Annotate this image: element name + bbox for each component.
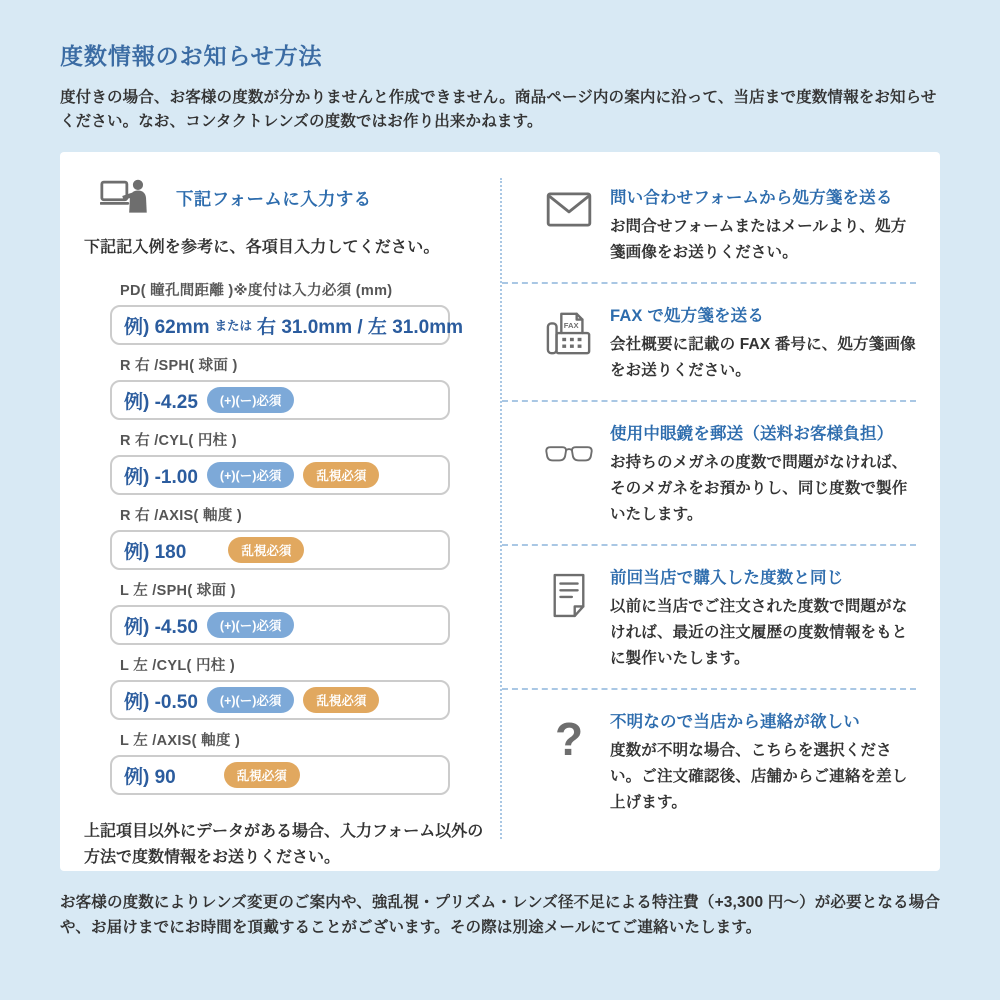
field-l-cyl — [110, 654, 450, 720]
plus-minus-required-badge: (+)(ー)必須 — [207, 387, 294, 413]
example-box: 例) -0.50 (+)(ー)必須 乱視必須 — [110, 680, 450, 720]
field-label: L 左 /SPH( 球面 ) — [120, 583, 236, 600]
example-box: 例) -4.25 (+)(ー)必須 — [110, 380, 450, 420]
field-label: R 右 /SPH( 球面 ) — [120, 358, 238, 375]
astigmatism-required-badge: 乱視必須 — [303, 462, 379, 488]
method-contact-form — [544, 178, 916, 282]
field-r-sph — [110, 354, 450, 420]
method-body: 会社概要に記載の FAX 番号に、処方箋画像をお送りください。 — [610, 336, 916, 380]
method-mail-glasses — [502, 400, 916, 544]
example-box: 例) -1.00 (+)(ー)必須 乱視必須 — [110, 455, 450, 495]
field-r-axis — [110, 504, 450, 570]
method-heading: FAX で処方箋を送る — [610, 307, 764, 326]
method-fax — [502, 282, 916, 400]
svg-text:FAX: FAX — [563, 321, 579, 331]
envelope-icon — [544, 192, 594, 266]
method-body: 以前に当店でご注文された度数で問題がなければ、最近の注文履歴の度数情報をもとに製作いたします。 — [610, 598, 908, 668]
method-body: 度数が不明な場合、こちらを選択ください。ご注文確認後、店舗からご連絡を差し上げます。 — [610, 742, 908, 812]
field-r-cyl — [110, 429, 450, 495]
field-label: R 右 /AXIS( 軸度 ) — [120, 508, 242, 525]
plus-minus-required-badge: (+)(ー)必須 — [207, 687, 294, 713]
methods-panel — [60, 152, 940, 871]
field-label: L 左 /CYL( 円柱 ) — [120, 658, 235, 675]
example-box: 例) 90 乱視必須 — [110, 755, 450, 795]
alternative-methods-column — [500, 178, 940, 839]
form-header — [100, 178, 500, 218]
field-l-sph — [110, 579, 450, 645]
method-heading: 問い合わせフォームから処方箋を送る — [610, 189, 893, 208]
glasses-icon — [544, 442, 594, 528]
form-fields — [110, 279, 463, 795]
example-box: 例) 62mm または 右 31.0mm / 左 31.0mm — [110, 305, 450, 345]
person-at-screen-icon — [100, 177, 150, 220]
form-example-column — [84, 178, 500, 866]
page-title: 度数情報のお知らせ方法 — [60, 43, 323, 69]
field-label: L 左 /AXIS( 軸度 ) — [120, 733, 241, 750]
astigmatism-required-badge: 乱視必須 — [224, 762, 300, 788]
field-label: R 右 /CYL( 円柱 ) — [120, 433, 237, 450]
method-heading: 使用中眼鏡を郵送（送料お客様負担） — [610, 425, 894, 444]
method-heading: 不明なので当店から連絡が欲しい — [610, 713, 860, 732]
plus-minus-required-badge: (+)(ー)必須 — [207, 612, 294, 638]
form-instruction: 下記記入例を参考に、各項目入力してください。 — [84, 239, 440, 257]
method-body: お持ちのメガネの度数で問題がなければ、そのメガネをお預かりし、同じ度数で製作いたします。 — [610, 454, 908, 524]
form-heading: 下記フォームに入力する — [176, 188, 372, 209]
method-previous-order — [502, 544, 916, 688]
footer-note: お客様の度数によりレンズ変更のご案内や、強乱視・プリズム・レンズ径不足による特注費（+3,300 円〜）が必要となる場合や、お届けまでにお時間を頂戴することがございます。その際は別途メールにてご連絡いたします。 — [60, 894, 941, 936]
field-label: PD( 瞳孔間距離 )※度付は入力必須 (mm) — [120, 283, 393, 300]
example-box: 例) 180 乱視必須 — [110, 530, 450, 570]
fax-icon — [544, 310, 594, 384]
method-contact-me — [502, 688, 916, 832]
document-icon — [544, 572, 594, 672]
method-body: お問合せフォームまたはメールより、処方箋画像をお送りください。 — [610, 218, 907, 262]
question-icon: ? — [554, 713, 584, 766]
field-l-axis — [110, 729, 450, 795]
field-pd — [110, 279, 463, 345]
astigmatism-required-badge: 乱視必須 — [303, 687, 379, 713]
form-note: 上記項目以外にデータがある場合、入力フォーム以外の方法で度数情報をお送りください。 — [84, 823, 484, 866]
method-heading: 前回当店で購入した度数と同じ — [610, 569, 844, 588]
astigmatism-required-badge: 乱視必須 — [228, 537, 304, 563]
example-box: 例) -4.50 (+)(ー)必須 — [110, 605, 450, 645]
plus-minus-required-badge: (+)(ー)必須 — [207, 462, 294, 488]
intro-text: 度付きの場合、お客様の度数が分かりませんと作成できません。商品ページ内の案内に沿って、当店まで度数情報をお知らせください。なお、コンタクトレンズの度数ではお作り出来かねます。 — [60, 89, 937, 131]
